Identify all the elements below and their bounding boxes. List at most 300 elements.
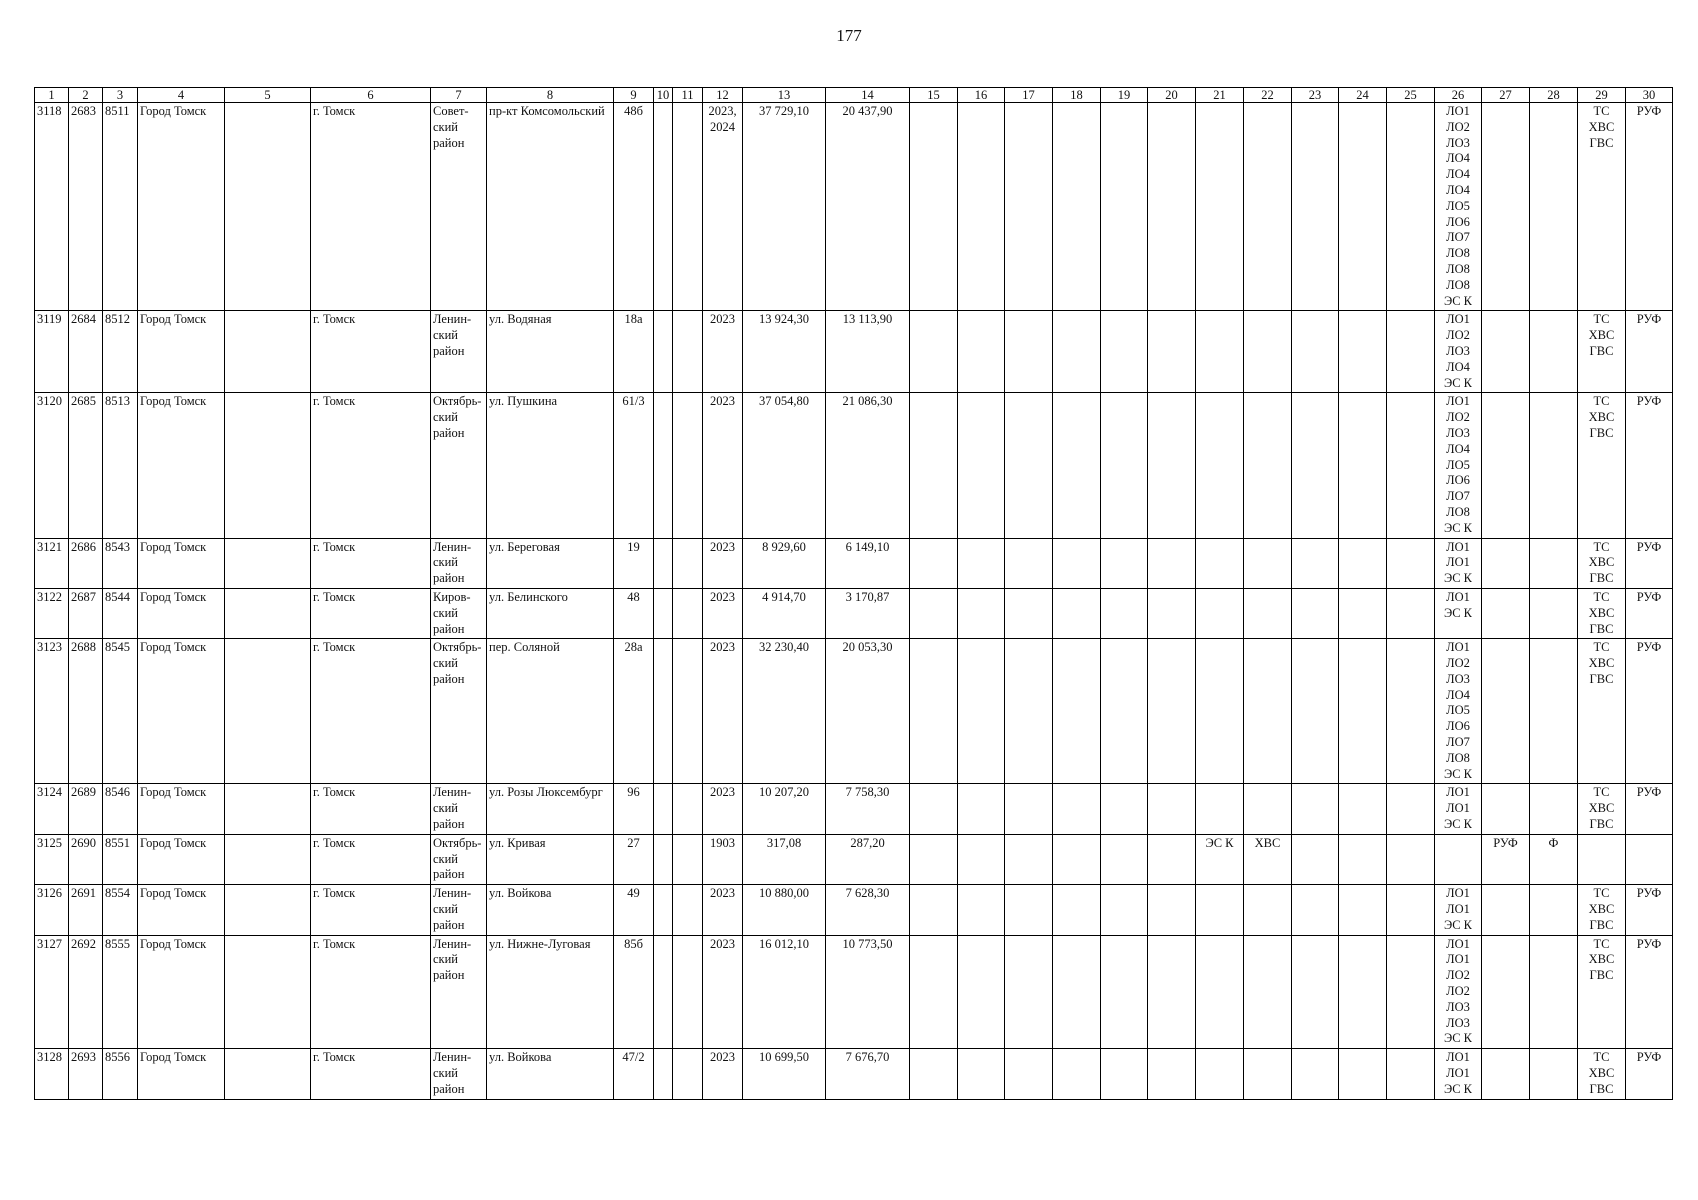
table-cell-col-13: 10 699,50 xyxy=(743,1049,826,1099)
table-cell-col-24 xyxy=(1339,885,1387,935)
table-cell-col-11 xyxy=(673,538,703,588)
table-cell-col-23 xyxy=(1292,393,1339,538)
table-cell-col-16 xyxy=(958,1049,1005,1099)
table-cell-col-18 xyxy=(1053,1049,1101,1099)
table-cell-col-15 xyxy=(910,393,958,538)
table-cell-col-15 xyxy=(910,1049,958,1099)
page-number: 177 xyxy=(836,26,862,45)
column-header: 26 xyxy=(1435,88,1482,103)
column-header: 9 xyxy=(614,88,654,103)
table-cell-col-19 xyxy=(1101,639,1148,784)
table-cell-col-4: Город Томск xyxy=(138,834,225,884)
table-cell-col-10 xyxy=(654,103,673,311)
table-cell-col-3: 8554 xyxy=(103,885,138,935)
table-cell-col-22 xyxy=(1244,885,1292,935)
table-cell-col-22: ХВС xyxy=(1244,834,1292,884)
table-cell-col-25 xyxy=(1387,311,1435,393)
table-cell-col-19 xyxy=(1101,834,1148,884)
table-cell-col-16 xyxy=(958,784,1005,834)
table-cell-col-9: 96 xyxy=(614,784,654,834)
column-header: 19 xyxy=(1101,88,1148,103)
table-cell-col-29: ТС ХВС ГВС xyxy=(1578,538,1626,588)
table-cell-col-1: 3120 xyxy=(35,393,69,538)
table-cell-col-30: РУФ xyxy=(1626,538,1673,588)
table-cell-col-22 xyxy=(1244,311,1292,393)
table-cell-col-11 xyxy=(673,784,703,834)
table-cell-col-6: г. Томск xyxy=(311,1049,431,1099)
table-row xyxy=(35,1049,1673,1099)
table-cell-col-19 xyxy=(1101,311,1148,393)
table-cell-col-28 xyxy=(1530,885,1578,935)
table-cell-col-12: 2023 xyxy=(703,885,743,935)
table-cell-col-8: ул. Нижне-Луговая xyxy=(487,935,614,1049)
table-cell-col-22 xyxy=(1244,1049,1292,1099)
table-cell-col-20 xyxy=(1148,588,1196,638)
table-cell-col-4: Город Томск xyxy=(138,784,225,834)
table-cell-col-27: РУФ xyxy=(1482,834,1530,884)
table-cell-col-24 xyxy=(1339,588,1387,638)
column-header: 25 xyxy=(1387,88,1435,103)
table-cell-col-21 xyxy=(1196,538,1244,588)
table-cell-col-30: РУФ xyxy=(1626,1049,1673,1099)
table-cell-col-13: 8 929,60 xyxy=(743,538,826,588)
table-cell-col-1: 3126 xyxy=(35,885,69,935)
table-cell-col-6: г. Томск xyxy=(311,538,431,588)
table-cell-col-26: ЛО1 ЛО1 ЭС К xyxy=(1435,784,1482,834)
table-cell-col-20 xyxy=(1148,784,1196,834)
table-cell-col-3: 8511 xyxy=(103,103,138,311)
table-cell-col-18 xyxy=(1053,588,1101,638)
table-cell-col-6: г. Томск xyxy=(311,588,431,638)
table-cell-col-25 xyxy=(1387,784,1435,834)
table-cell-col-21 xyxy=(1196,1049,1244,1099)
table-cell-col-4: Город Томск xyxy=(138,885,225,935)
table-cell-col-10 xyxy=(654,784,673,834)
table-cell-col-11 xyxy=(673,393,703,538)
table-cell-col-29: ТС ХВС ГВС xyxy=(1578,784,1626,834)
table-cell-col-29: ТС ХВС ГВС xyxy=(1578,885,1626,935)
table-cell-col-3: 8544 xyxy=(103,588,138,638)
table-cell-col-26: ЛО1 ЛО1 ЭС К xyxy=(1435,1049,1482,1099)
table-cell-col-10 xyxy=(654,1049,673,1099)
column-header: 12 xyxy=(703,88,743,103)
table-cell-col-22 xyxy=(1244,935,1292,1049)
table-cell-col-14: 20 437,90 xyxy=(826,103,910,311)
table-cell-col-14: 7 628,30 xyxy=(826,885,910,935)
table-cell-col-7: Ленин- ский район xyxy=(431,1049,487,1099)
table-cell-col-10 xyxy=(654,393,673,538)
table-cell-col-19 xyxy=(1101,103,1148,311)
table-cell-col-14: 20 053,30 xyxy=(826,639,910,784)
table-cell-col-25 xyxy=(1387,935,1435,1049)
column-header: 14 xyxy=(826,88,910,103)
table-cell-col-1: 3125 xyxy=(35,834,69,884)
table-cell-col-18 xyxy=(1053,784,1101,834)
table-cell-col-16 xyxy=(958,538,1005,588)
table-cell-col-8: пр-кт Комсомольский xyxy=(487,103,614,311)
table-cell-col-23 xyxy=(1292,103,1339,311)
table-row xyxy=(35,538,1673,588)
table-cell-col-28: Ф xyxy=(1530,834,1578,884)
table-cell-col-29: ТС ХВС ГВС xyxy=(1578,311,1626,393)
table-cell-col-13: 37 054,80 xyxy=(743,393,826,538)
table-cell-col-6: г. Томск xyxy=(311,834,431,884)
table-cell-col-16 xyxy=(958,311,1005,393)
table-row xyxy=(35,935,1673,1049)
table-cell-col-3: 8543 xyxy=(103,538,138,588)
table-cell-col-7: Ленин- ский район xyxy=(431,935,487,1049)
table-cell-col-28 xyxy=(1530,639,1578,784)
table-cell-col-26: ЛО1 ЛО2 ЛО3 ЛО4 ЛО4 ЛО4 ЛО5 ЛО6 ЛО7 ЛО8 ЛО8 ЛО8 ЭС К xyxy=(1435,103,1482,311)
table-cell-col-17 xyxy=(1005,393,1053,538)
table-cell-col-24 xyxy=(1339,935,1387,1049)
table-cell-col-21 xyxy=(1196,103,1244,311)
table-cell-col-9: 18а xyxy=(614,311,654,393)
table-cell-col-2: 2692 xyxy=(69,935,103,1049)
column-header: 23 xyxy=(1292,88,1339,103)
table-cell-col-26: ЛО1 ЛО1 ЭС К xyxy=(1435,538,1482,588)
table-cell-col-4: Город Томск xyxy=(138,538,225,588)
table-cell-col-14: 3 170,87 xyxy=(826,588,910,638)
table-cell-col-7: Ленин- ский район xyxy=(431,784,487,834)
table-cell-col-19 xyxy=(1101,885,1148,935)
table-cell-col-29: ТС ХВС ГВС xyxy=(1578,393,1626,538)
table-cell-col-30: РУФ xyxy=(1626,885,1673,935)
table-cell-col-3: 8545 xyxy=(103,639,138,784)
column-header: 7 xyxy=(431,88,487,103)
table-cell-col-7: Киров- ский район xyxy=(431,588,487,638)
table-cell-col-9: 19 xyxy=(614,538,654,588)
table-cell-col-24 xyxy=(1339,834,1387,884)
table-cell-col-8: ул. Пушкина xyxy=(487,393,614,538)
column-header: 17 xyxy=(1005,88,1053,103)
column-header: 18 xyxy=(1053,88,1101,103)
table-cell-col-23 xyxy=(1292,885,1339,935)
table-cell-col-22 xyxy=(1244,639,1292,784)
table-cell-col-2: 2683 xyxy=(69,103,103,311)
table-cell-col-6: г. Томск xyxy=(311,935,431,1049)
table-cell-col-17 xyxy=(1005,538,1053,588)
table-cell-col-19 xyxy=(1101,1049,1148,1099)
table-cell-col-17 xyxy=(1005,834,1053,884)
table-cell-col-1: 3118 xyxy=(35,103,69,311)
table-cell-col-23 xyxy=(1292,311,1339,393)
table-cell-col-17 xyxy=(1005,784,1053,834)
table-cell-col-5 xyxy=(225,784,311,834)
column-header: 30 xyxy=(1626,88,1673,103)
table-cell-col-8: ул. Кривая xyxy=(487,834,614,884)
table-cell-col-12: 2023 xyxy=(703,784,743,834)
table-cell-col-26: ЛО1 ЭС К xyxy=(1435,588,1482,638)
table-cell-col-20 xyxy=(1148,885,1196,935)
table-cell-col-23 xyxy=(1292,588,1339,638)
table-cell-col-24 xyxy=(1339,639,1387,784)
table-cell-col-15 xyxy=(910,834,958,884)
table-cell-col-30: РУФ xyxy=(1626,393,1673,538)
table-cell-col-17 xyxy=(1005,885,1053,935)
column-header: 20 xyxy=(1148,88,1196,103)
table-cell-col-17 xyxy=(1005,639,1053,784)
table-cell-col-20 xyxy=(1148,103,1196,311)
column-header: 22 xyxy=(1244,88,1292,103)
table-cell-col-25 xyxy=(1387,639,1435,784)
table-cell-col-22 xyxy=(1244,588,1292,638)
table-cell-col-17 xyxy=(1005,103,1053,311)
table-cell-col-12: 2023 xyxy=(703,588,743,638)
table-cell-col-20 xyxy=(1148,538,1196,588)
table-row xyxy=(35,393,1673,538)
table-cell-col-18 xyxy=(1053,538,1101,588)
table-cell-col-3: 8512 xyxy=(103,311,138,393)
table-cell-col-19 xyxy=(1101,935,1148,1049)
table-cell-col-13: 32 230,40 xyxy=(743,639,826,784)
table-cell-col-16 xyxy=(958,885,1005,935)
table-cell-col-12: 2023 xyxy=(703,393,743,538)
table-cell-col-15 xyxy=(910,588,958,638)
table-cell-col-15 xyxy=(910,311,958,393)
table-cell-col-10 xyxy=(654,885,673,935)
table-cell-col-8: ул. Войкова xyxy=(487,885,614,935)
table-cell-col-5 xyxy=(225,311,311,393)
table-cell-col-9: 48 xyxy=(614,588,654,638)
table-cell-col-13: 317,08 xyxy=(743,834,826,884)
table-row xyxy=(35,639,1673,784)
table-cell-col-17 xyxy=(1005,1049,1053,1099)
column-header: 29 xyxy=(1578,88,1626,103)
table-cell-col-1: 3119 xyxy=(35,311,69,393)
table-cell-col-18 xyxy=(1053,311,1101,393)
table-cell-col-12: 2023 xyxy=(703,311,743,393)
table-cell-col-5 xyxy=(225,393,311,538)
table-cell-col-28 xyxy=(1530,538,1578,588)
table-cell-col-27 xyxy=(1482,784,1530,834)
table-cell-col-9: 47/2 xyxy=(614,1049,654,1099)
table-cell-col-26 xyxy=(1435,834,1482,884)
table-cell-col-9: 27 xyxy=(614,834,654,884)
table-cell-col-14: 10 773,50 xyxy=(826,935,910,1049)
table-cell-col-26: ЛО1 ЛО1 ЛО2 ЛО2 ЛО3 ЛО3 ЭС К xyxy=(1435,935,1482,1049)
column-header: 3 xyxy=(103,88,138,103)
column-header: 6 xyxy=(311,88,431,103)
table-cell-col-23 xyxy=(1292,538,1339,588)
table-cell-col-3: 8555 xyxy=(103,935,138,1049)
table-cell-col-13: 10 880,00 xyxy=(743,885,826,935)
table-cell-col-4: Город Томск xyxy=(138,588,225,638)
housing-registry-table xyxy=(34,87,1673,1100)
table-cell-col-9: 28а xyxy=(614,639,654,784)
table-cell-col-11 xyxy=(673,311,703,393)
table-row xyxy=(35,885,1673,935)
table-cell-col-13: 13 924,30 xyxy=(743,311,826,393)
table-row xyxy=(35,588,1673,638)
table-cell-col-4: Город Томск xyxy=(138,1049,225,1099)
table-cell-col-7: Ленин- ский район xyxy=(431,311,487,393)
table-cell-col-27 xyxy=(1482,103,1530,311)
table-cell-col-14: 287,20 xyxy=(826,834,910,884)
table-cell-col-9: 48б xyxy=(614,103,654,311)
table-cell-col-21 xyxy=(1196,784,1244,834)
table-cell-col-6: г. Томск xyxy=(311,885,431,935)
table-cell-col-5 xyxy=(225,834,311,884)
table-cell-col-13: 16 012,10 xyxy=(743,935,826,1049)
table-row xyxy=(35,103,1673,311)
table-cell-col-19 xyxy=(1101,588,1148,638)
table-cell-col-19 xyxy=(1101,538,1148,588)
table-cell-col-5 xyxy=(225,1049,311,1099)
table-cell-col-7: Октябрь- ский район xyxy=(431,834,487,884)
table-cell-col-2: 2693 xyxy=(69,1049,103,1099)
table-cell-col-23 xyxy=(1292,1049,1339,1099)
table-cell-col-2: 2684 xyxy=(69,311,103,393)
table-cell-col-24 xyxy=(1339,311,1387,393)
table-cell-col-3: 8556 xyxy=(103,1049,138,1099)
table-cell-col-18 xyxy=(1053,834,1101,884)
table-cell-col-30: РУФ xyxy=(1626,588,1673,638)
table-cell-col-20 xyxy=(1148,1049,1196,1099)
table-cell-col-7: Совет- ский район xyxy=(431,103,487,311)
table-cell-col-14: 13 113,90 xyxy=(826,311,910,393)
table-cell-col-30: РУФ xyxy=(1626,103,1673,311)
table-cell-col-21 xyxy=(1196,639,1244,784)
table-cell-col-4: Город Томск xyxy=(138,311,225,393)
table-cell-col-9: 85б xyxy=(614,935,654,1049)
table-cell-col-16 xyxy=(958,588,1005,638)
table-cell-col-14: 21 086,30 xyxy=(826,393,910,538)
table-cell-col-2: 2685 xyxy=(69,393,103,538)
table-cell-col-18 xyxy=(1053,103,1101,311)
table-cell-col-10 xyxy=(654,935,673,1049)
table-cell-col-8: ул. Войкова xyxy=(487,1049,614,1099)
table-cell-col-27 xyxy=(1482,393,1530,538)
table-cell-col-4: Город Томск xyxy=(138,103,225,311)
table-cell-col-7: Ленин- ский район xyxy=(431,538,487,588)
table-cell-col-24 xyxy=(1339,393,1387,538)
table-cell-col-8: ул. Водяная xyxy=(487,311,614,393)
table-cell-col-28 xyxy=(1530,1049,1578,1099)
table-cell-col-11 xyxy=(673,639,703,784)
table-cell-col-28 xyxy=(1530,393,1578,538)
column-number-row xyxy=(35,88,1673,103)
table-cell-col-15 xyxy=(910,885,958,935)
table-cell-col-11 xyxy=(673,103,703,311)
table-cell-col-3: 8551 xyxy=(103,834,138,884)
table-cell-col-13: 10 207,20 xyxy=(743,784,826,834)
table-cell-col-30 xyxy=(1626,834,1673,884)
table-cell-col-25 xyxy=(1387,538,1435,588)
table-cell-col-25 xyxy=(1387,1049,1435,1099)
table-cell-col-16 xyxy=(958,834,1005,884)
table-row xyxy=(35,311,1673,393)
column-header: 21 xyxy=(1196,88,1244,103)
table-cell-col-27 xyxy=(1482,311,1530,393)
table-cell-col-17 xyxy=(1005,311,1053,393)
table-cell-col-20 xyxy=(1148,834,1196,884)
column-header: 1 xyxy=(35,88,69,103)
table-cell-col-12: 2023 xyxy=(703,935,743,1049)
table-cell-col-6: г. Томск xyxy=(311,639,431,784)
table-cell-col-8: ул. Береговая xyxy=(487,538,614,588)
table-cell-col-28 xyxy=(1530,935,1578,1049)
table-cell-col-27 xyxy=(1482,538,1530,588)
table-cell-col-23 xyxy=(1292,834,1339,884)
table-cell-col-10 xyxy=(654,538,673,588)
table-cell-col-12: 2023, 2024 xyxy=(703,103,743,311)
table-cell-col-6: г. Томск xyxy=(311,784,431,834)
table-cell-col-8: ул. Розы Люксембург xyxy=(487,784,614,834)
table-cell-col-13: 37 729,10 xyxy=(743,103,826,311)
table-cell-col-9: 61/3 xyxy=(614,393,654,538)
table-cell-col-27 xyxy=(1482,1049,1530,1099)
table-cell-col-24 xyxy=(1339,784,1387,834)
table-cell-col-16 xyxy=(958,935,1005,1049)
table-cell-col-30: РУФ xyxy=(1626,784,1673,834)
table-cell-col-28 xyxy=(1530,311,1578,393)
table-cell-col-10 xyxy=(654,588,673,638)
table-cell-col-8: пер. Соляной xyxy=(487,639,614,784)
table-cell-col-21 xyxy=(1196,885,1244,935)
table-cell-col-26: ЛО1 ЛО2 ЛО3 ЛО4 ЛО5 ЛО6 ЛО7 ЛО8 ЭС К xyxy=(1435,393,1482,538)
column-header: 5 xyxy=(225,88,311,103)
table-cell-col-22 xyxy=(1244,393,1292,538)
table-cell-col-20 xyxy=(1148,311,1196,393)
table-cell-col-7: Октябрь- ский район xyxy=(431,639,487,784)
table-cell-col-11 xyxy=(673,834,703,884)
table-cell-col-20 xyxy=(1148,393,1196,538)
table-cell-col-26: ЛО1 ЛО2 ЛО3 ЛО4 ЛО5 ЛО6 ЛО7 ЛО8 ЭС К xyxy=(1435,639,1482,784)
table-cell-col-2: 2686 xyxy=(69,538,103,588)
table-cell-col-10 xyxy=(654,834,673,884)
table-cell-col-15 xyxy=(910,639,958,784)
table-cell-col-20 xyxy=(1148,639,1196,784)
table-cell-col-4: Город Томск xyxy=(138,393,225,538)
table-cell-col-25 xyxy=(1387,834,1435,884)
column-header: 28 xyxy=(1530,88,1578,103)
table-cell-col-13: 4 914,70 xyxy=(743,588,826,638)
table-cell-col-2: 2690 xyxy=(69,834,103,884)
table-cell-col-17 xyxy=(1005,588,1053,638)
table-cell-col-5 xyxy=(225,538,311,588)
table-cell-col-18 xyxy=(1053,935,1101,1049)
table-cell-col-28 xyxy=(1530,588,1578,638)
column-header: 27 xyxy=(1482,88,1530,103)
table-cell-col-29: ТС ХВС ГВС xyxy=(1578,588,1626,638)
column-header: 10 xyxy=(654,88,673,103)
table-cell-col-6: г. Томск xyxy=(311,311,431,393)
column-header: 4 xyxy=(138,88,225,103)
table-cell-col-18 xyxy=(1053,639,1101,784)
table-cell-col-1: 3127 xyxy=(35,935,69,1049)
column-header: 16 xyxy=(958,88,1005,103)
table-cell-col-24 xyxy=(1339,103,1387,311)
table-cell-col-1: 3122 xyxy=(35,588,69,638)
table-cell-col-30: РУФ xyxy=(1626,935,1673,1049)
table-cell-col-18 xyxy=(1053,885,1101,935)
table-cell-col-5 xyxy=(225,885,311,935)
table-cell-col-4: Город Томск xyxy=(138,639,225,784)
table-cell-col-25 xyxy=(1387,885,1435,935)
table-cell-col-15 xyxy=(910,784,958,834)
table-cell-col-19 xyxy=(1101,784,1148,834)
table-cell-col-17 xyxy=(1005,935,1053,1049)
table-cell-col-10 xyxy=(654,311,673,393)
table-cell-col-16 xyxy=(958,639,1005,784)
table-cell-col-14: 6 149,10 xyxy=(826,538,910,588)
table-cell-col-1: 3124 xyxy=(35,784,69,834)
table-cell-col-18 xyxy=(1053,393,1101,538)
table-cell-col-12: 2023 xyxy=(703,639,743,784)
table-row xyxy=(35,784,1673,834)
table-cell-col-23 xyxy=(1292,784,1339,834)
